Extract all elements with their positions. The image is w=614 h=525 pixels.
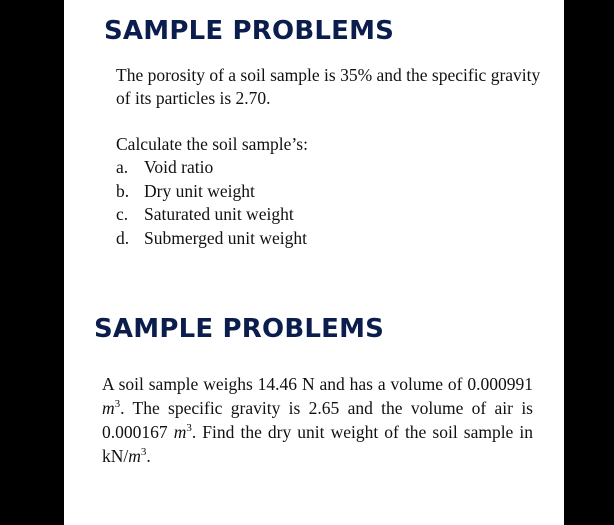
problem-1-statement: The porosity of a soil sample is 35% and the specific gravity of its particles is 2.70.	[116, 65, 541, 108]
unit-symbol: m	[173, 422, 187, 442]
unit-exponent: 3	[140, 446, 147, 458]
document-page	[64, 0, 564, 525]
task-text: Submerged unit weight	[144, 227, 307, 248]
unit-symbol: m	[128, 446, 141, 466]
statement-text: . Find the dry unit weight of the soil sample in kN/	[102, 422, 534, 466]
task-item-c	[116, 203, 307, 227]
task-letter: a.	[116, 157, 129, 177]
unit-exponent: 3	[186, 422, 192, 434]
task-item-a	[116, 156, 307, 180]
statement-text: A soil sample weighs 14.46 N and has a volume of 0.000991	[102, 374, 533, 394]
task-letter: d.	[116, 227, 130, 248]
task-text: Dry unit weight	[144, 180, 255, 201]
unit-symbol: m	[102, 398, 115, 418]
problem-2-statement	[102, 372, 533, 468]
task-letter: c.	[116, 204, 129, 224]
unit-exponent: 3	[114, 398, 121, 410]
problem-1-heading: SAMPLE PROBLEMS	[104, 16, 395, 46]
problem-2-heading: SAMPLE PROBLEMS	[94, 314, 385, 344]
task-item-d	[116, 227, 307, 251]
task-letter: b.	[116, 180, 130, 201]
statement-text: . The specific gravity is 2.65 and the volume of air is 0.000167	[102, 398, 533, 442]
problem-1-task-list	[116, 156, 307, 250]
problem-1-prompt: Calculate the soil sample’s:	[116, 134, 308, 154]
task-item-b	[116, 180, 307, 204]
task-text: Saturated unit weight	[144, 204, 294, 224]
task-text: Void ratio	[144, 157, 214, 177]
statement-text: .	[146, 446, 151, 466]
